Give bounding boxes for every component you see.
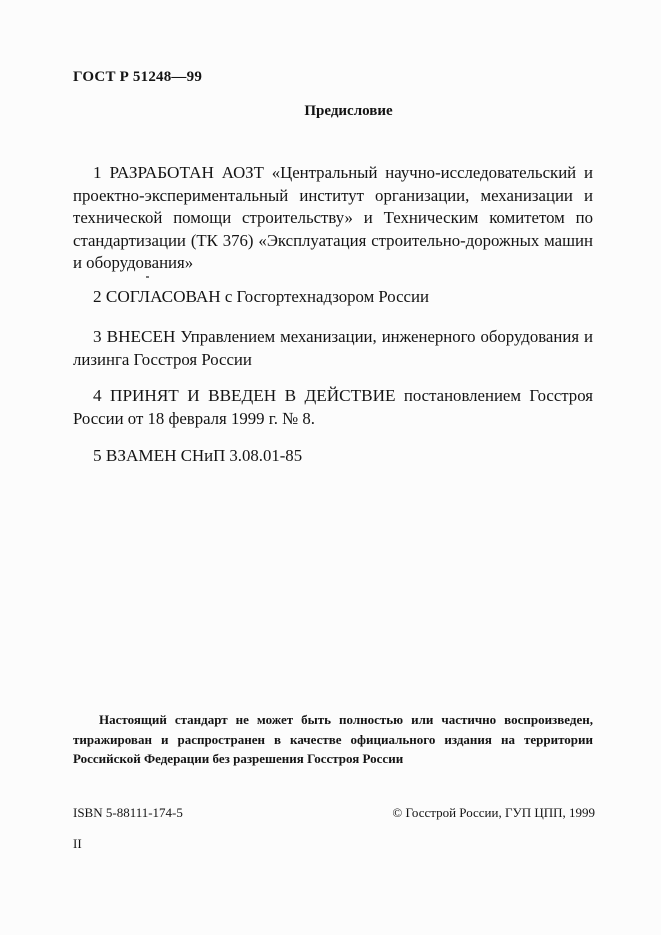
- item-text: постановлением Госстроя России от 18 февраля 1999 г. № 8.: [73, 386, 593, 428]
- item-text: СНиП 3.08.01-85: [176, 446, 303, 465]
- foreword-item-introduced: [73, 326, 593, 371]
- document-code: ГОСТ Р 51248—99: [73, 69, 203, 85]
- item-lead: 2 СОГЛАСОВАН: [93, 287, 221, 306]
- foreword-item-agreed: [73, 286, 593, 309]
- foreword-item-adopted: [73, 385, 593, 430]
- item-lead: 4 ПРИНЯТ И ВВЕДЕН В ДЕЙСТВИЕ: [93, 386, 396, 405]
- copyright-notice: Настоящий стандарт не может быть полностью или частично воспроизведен, тиражирован и распространен в качестве официального издания на территории Российской Федерации без разрешения Госстроя России: [73, 712, 593, 766]
- copyright-line: © Госстрой России, ГУП ЦПП, 1999: [392, 805, 595, 820]
- isbn: ISBN 5-88111-174-5: [73, 805, 183, 820]
- foreword-item-developed: [73, 162, 593, 275]
- item-lead: 5 ВЗАМЕН: [93, 446, 177, 465]
- item-text: с Госгортехнадзором России: [220, 287, 429, 306]
- item-text: АОЗТ «Центральный научно-исследовательский и проектно-экспериментальный институт организации, механизации и технической помощи строительству» и Техническим комитетом по стандартизации (ТК 376) «Эксплуатация строительно-дорожных машин и оборудования»: [73, 163, 593, 272]
- page-title: Предисловие: [304, 103, 393, 119]
- scan-speck: [146, 276, 149, 278]
- item-text: Управлением механизации, инженерного оборудования и лизинга Госстроя России: [73, 327, 593, 369]
- page-number: II: [73, 836, 82, 851]
- foreword-item-replaces: [73, 445, 593, 468]
- item-lead: 3 ВНЕСЕН: [93, 327, 176, 346]
- item-lead: 1 РАЗРАБОТАН: [93, 163, 214, 182]
